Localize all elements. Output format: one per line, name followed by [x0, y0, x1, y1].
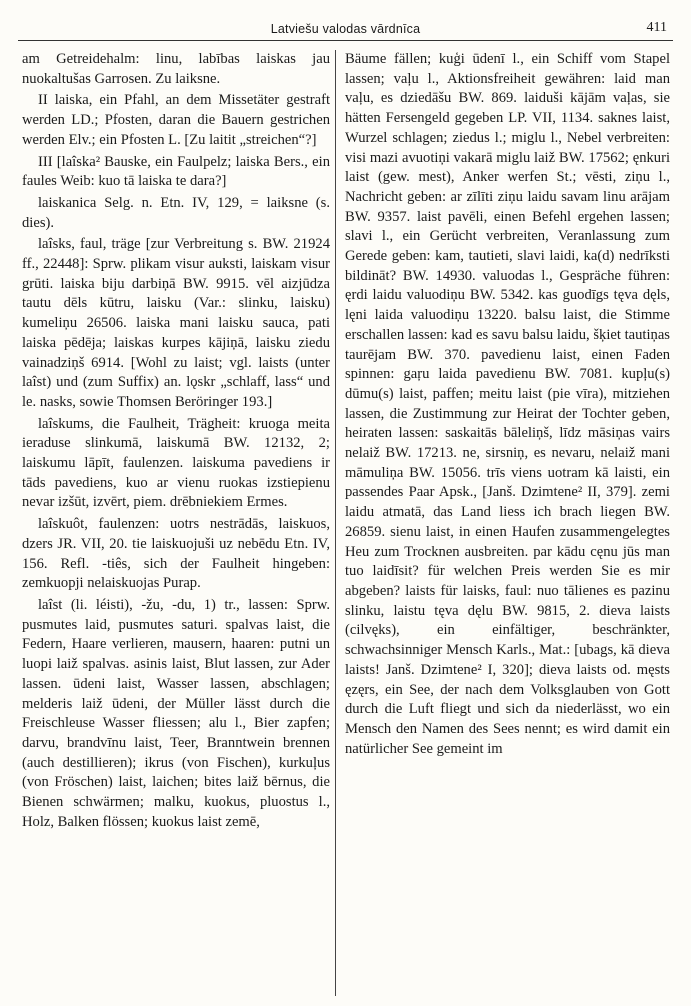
entry-paragraph: laîst (li. léisti), -žu, -du, 1) tr., lassen: Sprw. pusmutes laid, pusmutes saturi. spalvas laist, die Federn, Haare verlieren, mausern, haaren: putni un luopi laiž spalvas. asinis laist, Blut lassen, zur Ader lassen. ūdeni laist, Wasser lassen, abschlagen; melderis laiž ūdeni, der Müller lässt durch die Freischleuse Wasser fliessen; alu l., Bier zapfen; darvu, brandvīnu laist, Teer, Branntwein brennen (auch destillieren); ikrus (von Fischen), kurkuļus (von Fröschen) laist, laichen; bites laiž bērnus, die Bienen schwärmen; malku, kuokus, pluostus l., Holz, Balken flössen; kuokus laist zemē,: [22, 596, 330, 830]
page-header: [18, 10, 673, 38]
entry-paragraph: III [laîska² Bauske, ein Faulpelz; laiska Bers., ein faules Weib: kuo tā laiska te dara?]: [22, 153, 330, 190]
left-column: [22, 50, 330, 996]
entry-paragraph: Bäume fällen; kuģi ūdenī l., ein Schiff vom Stapel lassen; vaļu l., Aktionsfreiheit gewähren: laid man vaļu, es dziedāšu BW. 869. laiduši kājām vaļas, sie hätten Fersengeld gegeben LP. VII, 1134. saknes laist, Wurzel schlagen; ziedus l.; miglu l., Nebel verbreiten: visi mazi avuotiņi vakarā miglu laiž BW. 17562; ęnkuri laist (gew. mest), Anker werfen St.; vēsti, ziņu l., Nachricht geben: ar zīlīti ziņu laidu savam linu arājam BW. 9357. laist pavēli, einen Befehl ergehen lassen; slavi l., ein Gerücht verbreiten, Veranlassung zum Gerede geben: kam, tautieti, slavi laidi, ka(d) nedrīksti bildināt? BW. 14930. valuodas l., Gespräche führen: ęrdi laidu valuodiņu BW. 5342. kas guodīgs tęva dęls, lęni laida valuodiņu 13220. balsu laist, die Stimme erschallen lassen: kad es savu balsu laidu, šķiet tautiņas taurējam BW. 370. pavedienu laist, einen Faden spinnen: gaŗu laida pavedienu BW. 7081. kupļu(s) dūmu(s) laist, paffen; meitu laist (pie vīra), mitziehen lassen, die Zustimmung zur Heirat der Tochter geben, heiraten lassen: saskaitās bāleliņš, līdz māsiņas vairs nelaiž BW. 17213. ne, sirsniņ, es nevaru, nelaiž mani māmuliņa BW. 15056. trīs viens uotram kā laisti, ein passendes Paar Apsk., [Janš. Dzimtene² II, 379]. zemi laidu atmatā, das Land liess ich brach liegen BW. 26859. sienu laist, in einen Haufen zusammengelegtes Heu zum Trocknen ausbreiten. par kādu cęnu jūs man tuo laidīsit? für welchen Preis werden Sie es mir abgeben? laists für laisks, faul: nuo tālienes es pazinu slinku, laistu tęva dęlu BW. 9815, 2. dieva laists (cilvęks), ein einfältiger, beschränkter, schwachsinniger Mensch Karls., Mat.: [ubags, kā dieva laists! Janš. Dzimtene² I, 320]; dieva laists od. męsts ęzęrs, ein See, der nach dem Volksglauben von Gott durch die Luft fliegt und sich da niederlässt, wo ein Mensch den Namen des Sees nennt; es wird damit ein natürlicher See gemeint im: [345, 51, 670, 757]
entry-paragraph: II laiska, ein Pfahl, an dem Missetäter gestraft werden LD.; Pfosten, daran die Bauern gestrichen werden Elv.; ein Pfosten L. [Zu laitit „streichen“?]: [22, 92, 330, 148]
entry-paragraph: laiskanica Selg. n. Etn. IV, 129, = laiksne (s. dies).: [22, 194, 330, 231]
right-column: [345, 50, 670, 996]
running-title: Latviešu valodas vārdnīca: [270, 22, 421, 36]
column-divider: [335, 50, 336, 996]
entry-paragraph: laîskuôt, faulenzen: uotrs nestrādās, laiskuos, dzers JR. VII, 20. tie laiskuojuši uz nebēdu Etn. IV, 156. Refl. -tiês, sich der Faulheit hingeben: zemkuopji nelaiskuojas Purap.: [22, 516, 330, 592]
entry-paragraph: laîskums, die Faulheit, Trägheit: kruoga meita ieraduse slinkumā, laiskumā BW. 12132, 2; laiskumu lāpīt, faulenzen. laiskuma pavediens ir tāds pavediens, kuo ar vienu ruokas izstiepienu nevar izšūt, izvērt, piem. drēbniekiem Ermes.: [22, 415, 330, 511]
entry-paragraph: laîsks, faul, träge [zur Verbreitung s. BW. 21924 ff., 22448]: Sprw. plikam visur auksti, laiskam visur grūti. laiska biju darbiņā BW. 9915. vēl aizjūdza tautu dēls kūtru, laisku (Var.: slinku, laisku) kumeliņu 26506. laiska mani laisku sauca, pati laiska pēdēja; laiskas kurpes kājiņā, laisku ziedu vainadziņš 6914. [Wohl zu laist; vgl. laists (unter laîst) und (zum Suffix) an. lǫskr „schlaff, lass“ und le. nasks, sowie Thomsen Beröringer 193.]: [22, 236, 330, 410]
entry-paragraph: am Getreidehalm: linu, labības laiskas jau nuokaltušas Garrosen. Zu laiksne.: [22, 51, 330, 87]
header-rule: [18, 40, 673, 41]
page-number: 411: [646, 20, 667, 35]
